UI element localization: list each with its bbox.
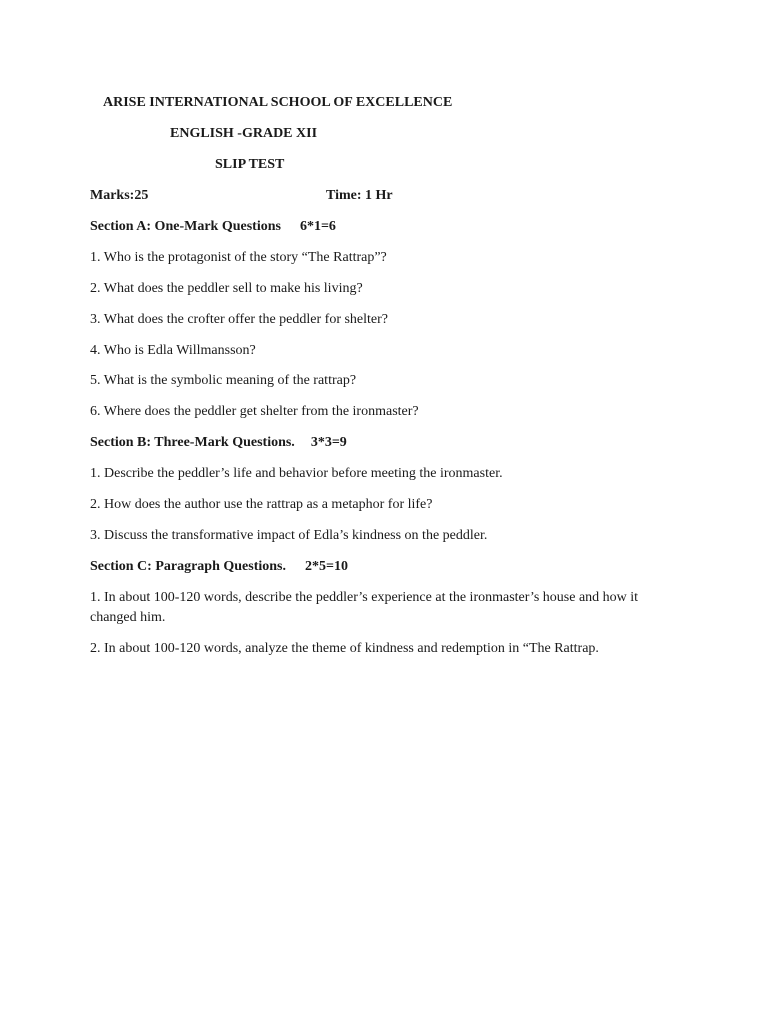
subject-grade: ENGLISH -GRADE XII xyxy=(170,126,318,141)
section-a-question-6: 6. Where does the peddler get shelter from the ironmaster? xyxy=(90,404,419,419)
section-a-question-5: 5. What is the symbolic meaning of the rattrap? xyxy=(90,373,357,388)
section-c-scheme: 2*5=10 xyxy=(305,559,348,574)
section-a-heading xyxy=(90,218,336,236)
section-c-question-1: 1. In about 100-120 words, describe the peddler’s experience at the ironmaster’s house and how it changed him. xyxy=(90,590,639,625)
section-a-question-2: 2. What does the peddler sell to make his living? xyxy=(90,281,363,296)
section-c-heading xyxy=(90,558,348,576)
section-b-title: Section B: Three-Mark Questions. xyxy=(90,435,295,450)
time-label: Time: 1 Hr xyxy=(326,188,393,203)
section-b-scheme: 3*3=9 xyxy=(310,435,347,450)
marks-label: Marks:25 xyxy=(90,188,149,203)
test-title: SLIP TEST xyxy=(215,157,285,172)
section-b-question-1: 1. Describe the peddler’s life and behavior before meeting the ironmaster. xyxy=(90,466,503,481)
section-b-question-2: 2. How does the author use the rattrap as a metaphor for life? xyxy=(90,497,433,512)
section-a-question-3: 3. What does the crofter offer the peddler for shelter? xyxy=(90,312,389,327)
section-a-question-4: 4. Who is Edla Willmansson? xyxy=(90,343,256,358)
section-b-question-3: 3. Discuss the transformative impact of Edla’s kindness on the peddler. xyxy=(90,528,488,543)
section-c-title: Section C: Paragraph Questions. xyxy=(90,559,286,574)
section-c-question-2: 2. In about 100-120 words, analyze the theme of kindness and redemption in “The Rattrap. xyxy=(90,641,599,656)
section-a-title: Section A: One-Mark Questions xyxy=(90,219,281,234)
school-name: ARISE INTERNATIONAL SCHOOL OF EXCELLENCE xyxy=(103,95,453,110)
section-a-question-1: 1. Who is the protagonist of the story “The Rattrap”? xyxy=(90,250,387,265)
section-b-heading xyxy=(90,434,347,452)
section-a-scheme: 6*1=6 xyxy=(299,219,336,234)
